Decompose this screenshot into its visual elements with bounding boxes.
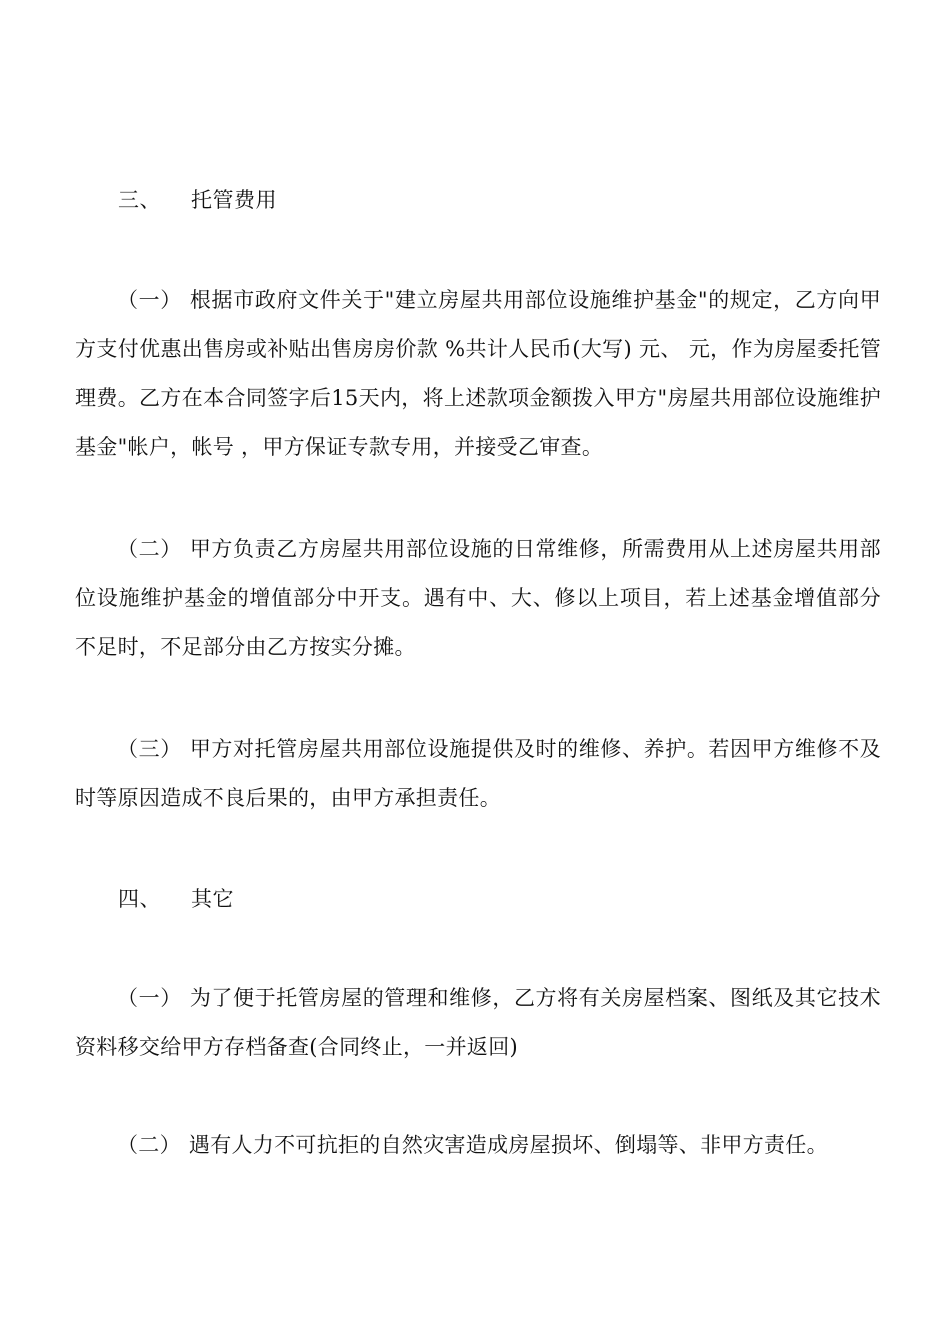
- clause-3-1: [75, 276, 881, 472]
- section-heading-4: [118, 885, 234, 913]
- clause-label: （二）: [117, 537, 182, 561]
- clause-3-3: [75, 725, 881, 823]
- clause-label: （一）: [117, 986, 182, 1010]
- clause-text: 根据市政府文件关于"建立房屋共用部位设施维护基金"的规定，乙方向甲方支付优惠出售房或补贴出售房房价款 %共计人民币(大写) 元、 元，作为房屋委托管理费。乙方在本合同签字后15天内，将上述款项金额拨入甲方"房屋共用部位设施维护基金"帐户，帐号 ，甲方保证专款专用，并接受乙审查。: [75, 288, 881, 459]
- section-number: 四、: [118, 887, 161, 911]
- clause-text: 为了便于托管房屋的管理和维修，乙方将有关房屋档案、图纸及其它技术资料移交给甲方存档备查(合同终止，一并返回): [75, 986, 881, 1059]
- section-number: 三、: [118, 188, 161, 212]
- clause-text: 甲方对托管房屋共用部位设施提供及时的维修、养护。若因甲方维修不及时等原因造成不良后果的，由甲方承担责任。: [75, 737, 881, 810]
- clause-label: （二）: [117, 1133, 181, 1157]
- clause-label: （三）: [117, 737, 182, 761]
- clause-4-1: [75, 974, 881, 1072]
- clause-3-2: [75, 525, 881, 672]
- clause-label: （一）: [117, 288, 182, 312]
- section-title: 托管费用: [191, 188, 277, 212]
- section-heading-3: [118, 186, 277, 214]
- clause-4-2: [75, 1121, 881, 1170]
- section-title: 其它: [191, 887, 234, 911]
- clause-text: 甲方负责乙方房屋共用部位设施的日常维修，所需费用从上述房屋共用部位设施维护基金的增值部分中开支。遇有中、大、修以上项目，若上述基金增值部分不足时，不足部分由乙方按实分摊。: [75, 537, 881, 659]
- clause-text: 遇有人力不可抗拒的自然灾害造成房屋损坏、倒塌等、非甲方责任。: [188, 1133, 828, 1157]
